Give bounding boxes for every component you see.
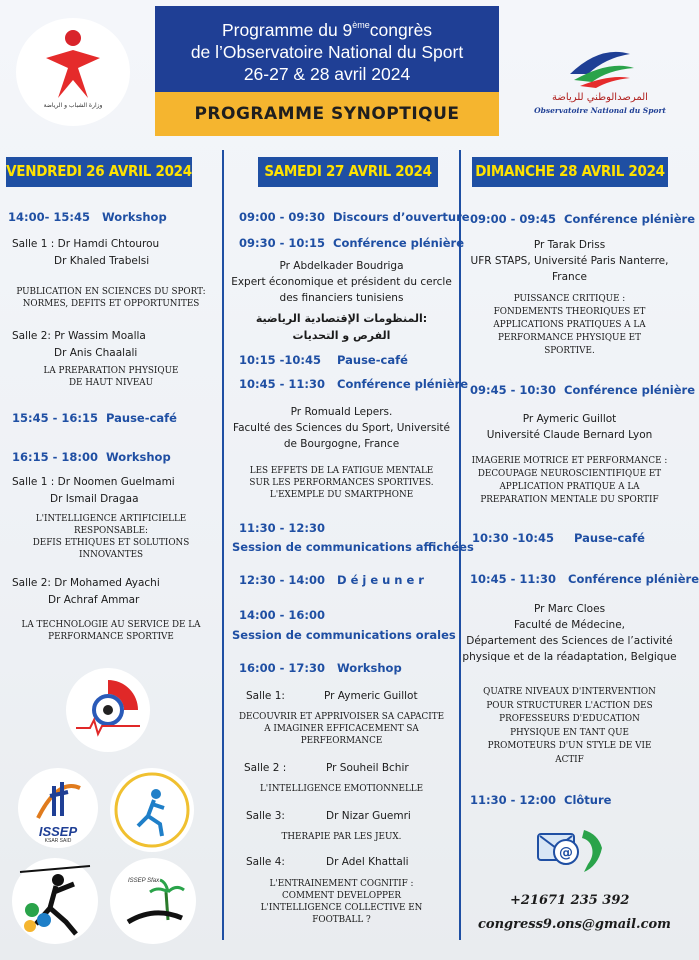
friday-header: VENDREDI 26 AVRIL 2024: [6, 157, 192, 187]
sunday-slot-5: 11:30 - 12:00 Clôture: [470, 793, 612, 807]
issep-sfax-logo: [110, 858, 196, 944]
contact-email[interactable]: congress9.ons@gmail.com: [478, 917, 671, 932]
sfax-label: ISSEP Sfax: [128, 878, 160, 884]
sunday-topic-2: IMAGERIE MOTRICE ET PERFORMANCE : DECOUPAGE NEUROSCIENTIFIQUE ET APPLICATION PRATIQUE A LA PREPARATION MENTALE DU SPORTIF: [471, 456, 668, 505]
title-line-3: 26-27 & 28 avril 2024: [243, 64, 411, 84]
eye-target-icon: [66, 668, 150, 752]
saturday-w1-name: Pr Aymeric Guillot: [324, 690, 418, 702]
issep-label: ISSEP: [38, 824, 78, 839]
programme-synoptique-banner: PROGRAMME SYNOPTIQUE: [155, 92, 499, 136]
friday-slot-2: 15:45 - 16:15 Pause-café: [12, 411, 177, 425]
friday-salle1-b: Dr Khaled Trabelsi: [54, 255, 150, 267]
friday-salle3-b: Dr Ismail Dragaa: [50, 493, 139, 505]
friday-topic2: LA PREPARATION PHYSIQUE DE HAUT NIVEAU: [43, 366, 179, 388]
saturday-slot-6: 12:30 - 14:00 D é j e u n e r: [239, 573, 424, 587]
sunday-speaker-2: Pr Aymeric Guillot Université Claude Bernard Lyon: [486, 413, 653, 441]
palm-tree-icon: [110, 858, 196, 944]
saturday-w3-salle: Salle 3:: [246, 810, 285, 822]
contact-phone[interactable]: +21671 235 392: [510, 893, 630, 908]
saturday-w4-name: Dr Adel Khattali: [326, 856, 409, 868]
saturday-slot-7-label: Session de communications orales: [232, 628, 456, 642]
friday-slot-1: 14:00- 15:45 Workshop: [8, 210, 167, 224]
sunday-slot-1: 09:00 - 09:45 Conférence plénière: [470, 212, 695, 226]
runner-logo: [110, 768, 194, 852]
saturday-w4-topic: L'ENTRAINEMENT COGNITIF : COMMENT DEVELOPPER L'INTELLIGENCE COLLECTIVE EN FOOTBALL ?: [260, 879, 423, 925]
ministry-emblem-icon: [16, 18, 130, 126]
friday-topic4: LA TECHNOLOGIE AU SERVICE DE LA PERFORMANCE SPORTIVE: [21, 620, 201, 642]
friday-salle4-a: Salle 2: Dr Mohamed Ayachi: [12, 577, 160, 589]
saturday-slot-7-time: 14:00 - 16:00: [239, 608, 325, 622]
ministry-logo: [16, 18, 130, 126]
sunday-header: DIMANCHE 28 AVRIL 2024: [472, 157, 668, 187]
saturday-w3-topic: THERAPIE PAR LES JEUX.: [281, 832, 402, 842]
saturday-speaker-2: Pr Romuald Lepers. Faculté des Sciences du Sport, Université de Bourgogne, France: [233, 406, 450, 450]
javelin-athlete-icon: [12, 858, 98, 944]
friday-salle2-a: Salle 2: Pr Wassim Moalla: [12, 330, 146, 342]
saturday-slot-8: 16:00 - 17:30 Workshop: [239, 661, 402, 675]
friday-salle4-b: Dr Achraf Ammar: [48, 594, 140, 606]
saturday-slot-4: 10:45 - 11:30 Conférence plénière: [239, 377, 468, 391]
svg-text:@: @: [559, 845, 573, 861]
sunday-slot-3: 10:30 -10:45 Pause-café: [472, 531, 645, 545]
saturday-slot-3: 10:15 -10:45 Pause-café: [239, 353, 408, 367]
sunday-slot-4: 10:45 - 11:30 Conférence plénière: [470, 572, 699, 586]
issep-ksar-said-logo: [18, 768, 98, 848]
observatoire-name: Observatoire National du Sport: [534, 106, 666, 115]
sunday-speaker-1: Pr Tarak Driss UFR STAPS, Université Paris Nanterre, France: [470, 239, 669, 283]
lab-logo: [66, 668, 150, 752]
friday-topic1: PUBLICATION EN SCIENCES DU SPORT: NORMES, DEFITS ET OPPORTUNITES: [16, 287, 206, 309]
saturday-slot-2: 09:30 - 10:15 Conférence plénière: [239, 236, 464, 250]
sunday-slot-2: 09:45 - 10:30 Conférence plénière: [470, 383, 695, 397]
issep-sub: KSAR SAID: [44, 838, 72, 844]
sunday-speaker-3: Pr Marc Cloes Faculté de Médecine, Département des Sciences de l’activité physique et de la réadaptation, Belgique: [462, 603, 677, 663]
saturday-arabic-topic: المنظومات الإقتصادية الرياضية: الفرص و التحديات: [255, 312, 428, 342]
saturday-w2-topic: L'INTELLIGENCE EMOTIONNELLE: [259, 784, 424, 794]
saturday-w1-topic: DECOUVRIR ET APPRIVOISER SA CAPACITE A IMAGINER EFFICACEMENT SA PERFEORMANCE: [238, 712, 445, 746]
javelin-logo: [12, 858, 98, 944]
title-line-2: de l’Observatoire National du Sport: [190, 42, 464, 62]
saturday-slot-5-time: 11:30 - 12:30: [239, 521, 325, 535]
saturday-w2-salle: Salle 2 :: [244, 762, 287, 774]
saturday-w1-salle: Salle 1:: [246, 690, 285, 702]
contact-icon: [536, 826, 606, 876]
issep-emblem-icon: [18, 768, 98, 828]
saturday-w3-name: Dr Nizar Guemri: [326, 810, 411, 822]
title-line-1: Programme du 9èmecongrès: [221, 20, 433, 40]
sunday-topic-3: QUATRE NIVEAUX D'INTERVENTION POUR STRUCTURER L'ACTION DES PROFESSEURS D'EDUCATION PHYSIQUE EN TANT QUE PROMOTEURS D'UN STYLE DE VIE ACTIF: [483, 687, 656, 765]
saturday-slot-5-label: Session de communications affichées: [232, 540, 474, 554]
saturday-speaker-1: Pr Abdelkader Boudriga Expert économique et président du cercle des financiers tunisiens: [231, 260, 452, 304]
saturday-topic-2: LES EFFETS DE LA FATIGUE MENTALE SUR LES PERFORMANCES SPORTIVES. L'EXEMPLE DU SMARTPHONE: [249, 466, 434, 500]
friday-topic3: L'INTELLIGENCE ARTIFICIELLE RESPONSABLE: DEFIS ETHIQUES ET SOLUTIONS INNOVANTES: [32, 514, 190, 560]
ministry-caption: وزارة الشباب و الرياضة: [43, 102, 103, 109]
saturday-w2-name: Pr Souheil Bchir: [326, 762, 409, 774]
friday-salle3-a: Salle 1 : Dr Noomen Guelmami: [12, 476, 175, 488]
saturday-w4-salle: Salle 4:: [246, 856, 285, 868]
friday-salle1-a: Salle 1 : Dr Hamdi Chtourou: [12, 238, 160, 250]
saturday-header: SAMEDI 27 AVRIL 2024: [258, 157, 438, 187]
friday-slot-3: 16:15 - 18:00 Workshop: [12, 450, 171, 464]
observatoire-arabic-name: المرصدالوطني للرياضة: [552, 92, 648, 103]
sunday-topic-1: PUISSANCE CRITIQUE : FONDEMENTS THEORIQUES ET APPLICATIONS PRATIQUES A LA PERFORMANCE PHYSIQUE ET SPORTIVE.: [493, 294, 646, 356]
saturday-slot-1: 09:00 - 09:30 Discours d’ouverture: [239, 210, 470, 224]
title-box: [155, 6, 499, 92]
runner-icon: [110, 768, 194, 852]
friday-salle2-b: Dr Anis Chaalali: [54, 347, 138, 359]
